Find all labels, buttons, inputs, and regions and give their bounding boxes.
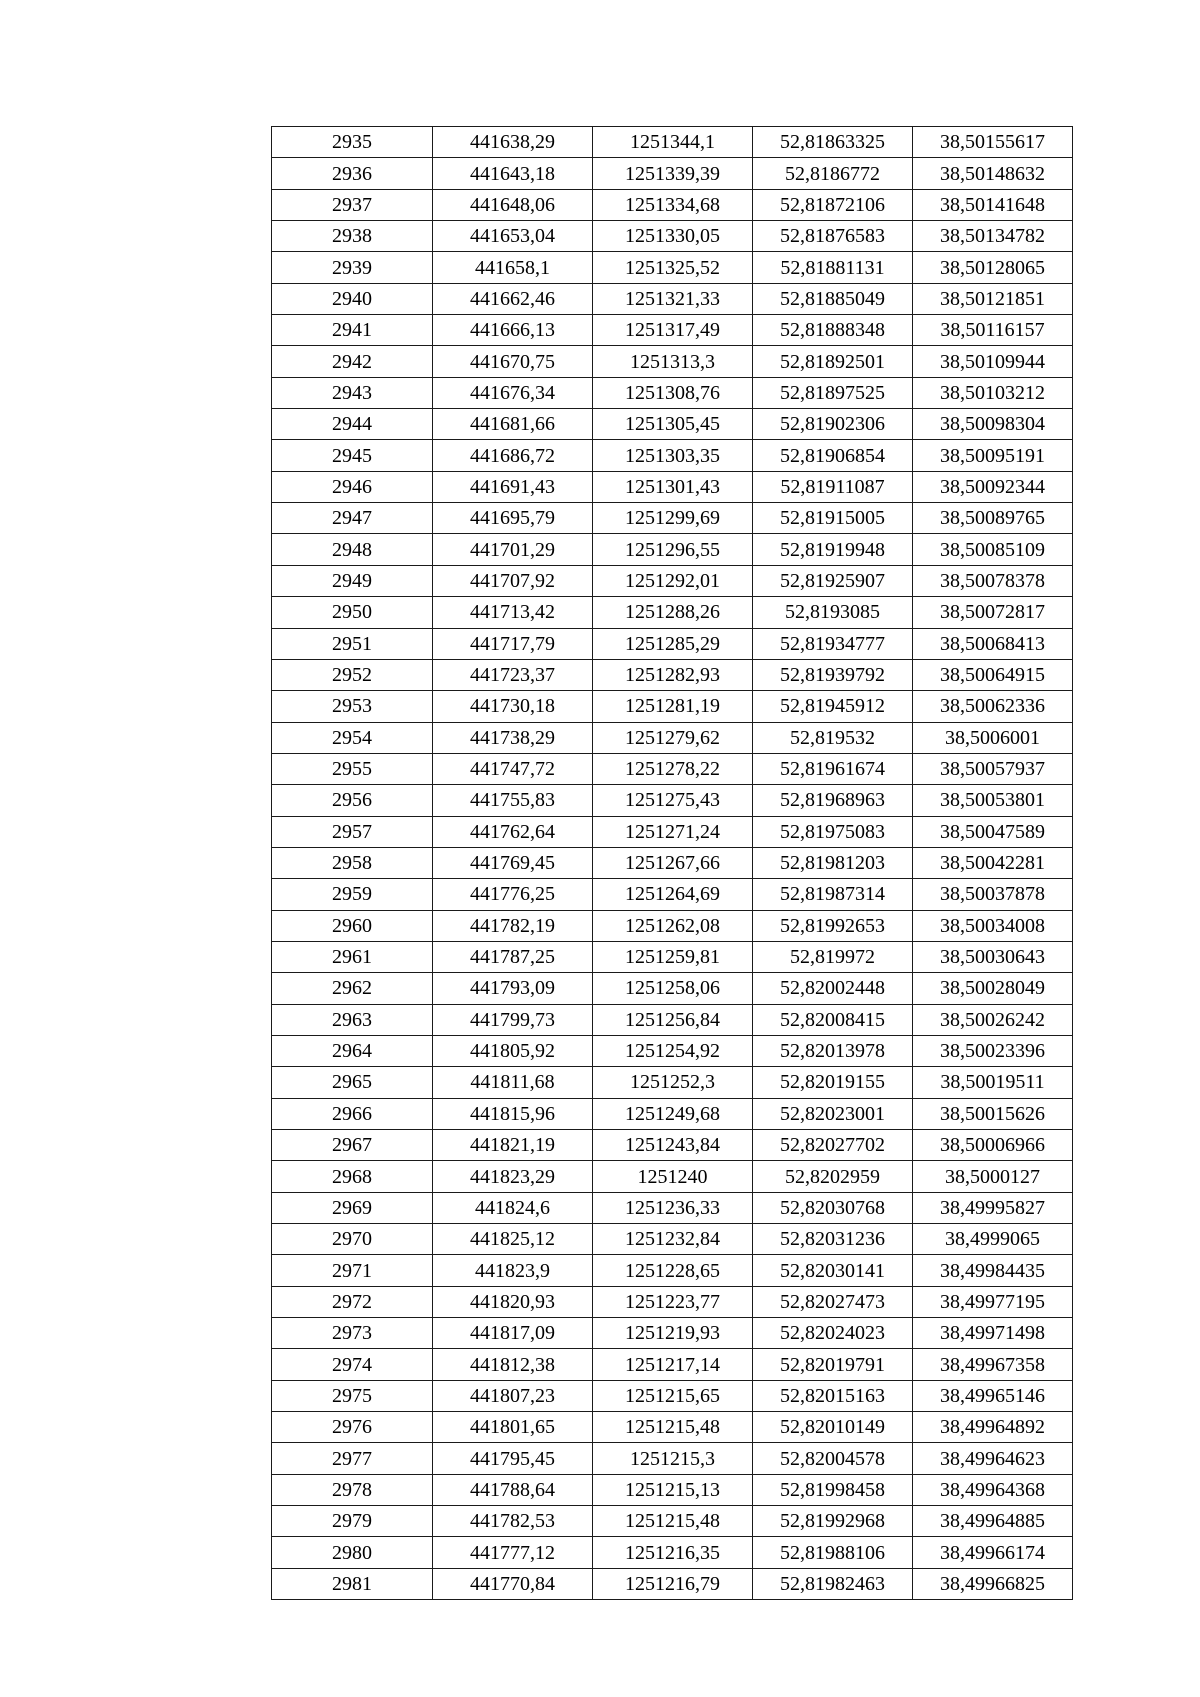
latitude-cell: 52,82031236 [753, 1224, 913, 1255]
latitude-cell: 52,819532 [753, 722, 913, 753]
latitude-cell: 52,81876583 [753, 221, 913, 252]
longitude-cell: 38,50078378 [913, 565, 1073, 596]
x-coordinate-cell: 441782,53 [433, 1506, 593, 1537]
table-row [272, 158, 1073, 189]
y-coordinate-cell: 1251262,08 [593, 910, 753, 941]
table-row [272, 1568, 1073, 1599]
latitude-cell: 52,81897525 [753, 377, 913, 408]
point-number-cell: 2962 [272, 973, 433, 1004]
y-coordinate-cell: 1251215,48 [593, 1506, 753, 1537]
y-coordinate-cell: 1251292,01 [593, 565, 753, 596]
longitude-cell: 38,50109944 [913, 346, 1073, 377]
x-coordinate-cell: 441812,38 [433, 1349, 593, 1380]
longitude-cell: 38,50042281 [913, 847, 1073, 878]
y-coordinate-cell: 1251299,69 [593, 503, 753, 534]
point-number-cell: 2979 [272, 1506, 433, 1537]
longitude-cell: 38,50062336 [913, 691, 1073, 722]
y-coordinate-cell: 1251305,45 [593, 409, 753, 440]
y-coordinate-cell: 1251264,69 [593, 879, 753, 910]
point-number-cell: 2964 [272, 1035, 433, 1066]
table-row [272, 1380, 1073, 1411]
longitude-cell: 38,49964623 [913, 1443, 1073, 1474]
longitude-cell: 38,49964885 [913, 1506, 1073, 1537]
longitude-cell: 38,50072817 [913, 597, 1073, 628]
longitude-cell: 38,50037878 [913, 879, 1073, 910]
y-coordinate-cell: 1251252,3 [593, 1067, 753, 1098]
point-number-cell: 2978 [272, 1474, 433, 1505]
longitude-cell: 38,50047589 [913, 816, 1073, 847]
latitude-cell: 52,8202959 [753, 1161, 913, 1192]
point-number-cell: 2959 [272, 879, 433, 910]
longitude-cell: 38,50095191 [913, 440, 1073, 471]
y-coordinate-cell: 1251216,35 [593, 1537, 753, 1568]
x-coordinate-cell: 441653,04 [433, 221, 593, 252]
x-coordinate-cell: 441666,13 [433, 315, 593, 346]
y-coordinate-cell: 1251296,55 [593, 534, 753, 565]
y-coordinate-cell: 1251236,33 [593, 1192, 753, 1223]
latitude-cell: 52,81945912 [753, 691, 913, 722]
table-row [272, 1318, 1073, 1349]
point-number-cell: 2955 [272, 753, 433, 784]
x-coordinate-cell: 441738,29 [433, 722, 593, 753]
x-coordinate-cell: 441643,18 [433, 158, 593, 189]
table-row [272, 1035, 1073, 1066]
y-coordinate-cell: 1251254,92 [593, 1035, 753, 1066]
latitude-cell: 52,81982463 [753, 1568, 913, 1599]
x-coordinate-cell: 441701,29 [433, 534, 593, 565]
longitude-cell: 38,49977195 [913, 1286, 1073, 1317]
point-number-cell: 2953 [272, 691, 433, 722]
x-coordinate-cell: 441681,66 [433, 409, 593, 440]
x-coordinate-cell: 441820,93 [433, 1286, 593, 1317]
x-coordinate-cell: 441821,19 [433, 1130, 593, 1161]
longitude-cell: 38,50015626 [913, 1098, 1073, 1129]
latitude-cell: 52,82030768 [753, 1192, 913, 1223]
longitude-cell: 38,50116157 [913, 315, 1073, 346]
y-coordinate-cell: 1251215,13 [593, 1474, 753, 1505]
latitude-cell: 52,81998458 [753, 1474, 913, 1505]
longitude-cell: 38,50098304 [913, 409, 1073, 440]
point-number-cell: 2935 [272, 127, 433, 158]
y-coordinate-cell: 1251258,06 [593, 973, 753, 1004]
x-coordinate-cell: 441686,72 [433, 440, 593, 471]
x-coordinate-cell: 441770,84 [433, 1568, 593, 1599]
table-row [272, 1255, 1073, 1286]
table-row [272, 1474, 1073, 1505]
table-row [272, 1161, 1073, 1192]
point-number-cell: 2975 [272, 1380, 433, 1411]
y-coordinate-cell: 1251325,52 [593, 252, 753, 283]
table-row [272, 847, 1073, 878]
point-number-cell: 2968 [272, 1161, 433, 1192]
y-coordinate-cell: 1251215,3 [593, 1443, 753, 1474]
y-coordinate-cell: 1251281,19 [593, 691, 753, 722]
latitude-cell: 52,81992653 [753, 910, 913, 941]
y-coordinate-cell: 1251334,68 [593, 189, 753, 220]
table-row [272, 910, 1073, 941]
latitude-cell: 52,82027473 [753, 1286, 913, 1317]
table-row [272, 315, 1073, 346]
table-row [272, 565, 1073, 596]
longitude-cell: 38,50028049 [913, 973, 1073, 1004]
longitude-cell: 38,49964368 [913, 1474, 1073, 1505]
y-coordinate-cell: 1251288,26 [593, 597, 753, 628]
table-row [272, 597, 1073, 628]
longitude-cell: 38,49971498 [913, 1318, 1073, 1349]
y-coordinate-cell: 1251313,3 [593, 346, 753, 377]
table-row [272, 440, 1073, 471]
point-number-cell: 2951 [272, 628, 433, 659]
table-row [272, 471, 1073, 502]
y-coordinate-cell: 1251256,84 [593, 1004, 753, 1035]
y-coordinate-cell: 1251282,93 [593, 659, 753, 690]
latitude-cell: 52,81981203 [753, 847, 913, 878]
table-row [272, 1537, 1073, 1568]
table-row [272, 534, 1073, 565]
x-coordinate-cell: 441676,34 [433, 377, 593, 408]
table-row [272, 189, 1073, 220]
point-number-cell: 2942 [272, 346, 433, 377]
y-coordinate-cell: 1251317,49 [593, 315, 753, 346]
x-coordinate-cell: 441717,79 [433, 628, 593, 659]
latitude-cell: 52,81872106 [753, 189, 913, 220]
table-row [272, 1349, 1073, 1380]
latitude-cell: 52,81885049 [753, 283, 913, 314]
latitude-cell: 52,81902306 [753, 409, 913, 440]
x-coordinate-cell: 441755,83 [433, 785, 593, 816]
latitude-cell: 52,82002448 [753, 973, 913, 1004]
point-number-cell: 2950 [272, 597, 433, 628]
table-row [272, 1130, 1073, 1161]
longitude-cell: 38,4999065 [913, 1224, 1073, 1255]
latitude-cell: 52,81906854 [753, 440, 913, 471]
point-number-cell: 2957 [272, 816, 433, 847]
point-number-cell: 2973 [272, 1318, 433, 1349]
longitude-cell: 38,49966825 [913, 1568, 1073, 1599]
latitude-cell: 52,81987314 [753, 879, 913, 910]
table-row [272, 659, 1073, 690]
latitude-cell: 52,819972 [753, 941, 913, 972]
point-number-cell: 2948 [272, 534, 433, 565]
x-coordinate-cell: 441823,9 [433, 1255, 593, 1286]
longitude-cell: 38,50006966 [913, 1130, 1073, 1161]
y-coordinate-cell: 1251321,33 [593, 283, 753, 314]
point-number-cell: 2972 [272, 1286, 433, 1317]
x-coordinate-cell: 441662,46 [433, 283, 593, 314]
point-number-cell: 2977 [272, 1443, 433, 1474]
longitude-cell: 38,50085109 [913, 534, 1073, 565]
table-row [272, 283, 1073, 314]
x-coordinate-cell: 441788,64 [433, 1474, 593, 1505]
x-coordinate-cell: 441825,12 [433, 1224, 593, 1255]
point-number-cell: 2936 [272, 158, 433, 189]
point-number-cell: 2947 [272, 503, 433, 534]
latitude-cell: 52,81911087 [753, 471, 913, 502]
point-number-cell: 2937 [272, 189, 433, 220]
point-number-cell: 2938 [272, 221, 433, 252]
y-coordinate-cell: 1251303,35 [593, 440, 753, 471]
latitude-cell: 52,81961674 [753, 753, 913, 784]
y-coordinate-cell: 1251215,65 [593, 1380, 753, 1411]
table-row [272, 785, 1073, 816]
latitude-cell: 52,82030141 [753, 1255, 913, 1286]
table-row [272, 503, 1073, 534]
x-coordinate-cell: 441769,45 [433, 847, 593, 878]
latitude-cell: 52,81892501 [753, 346, 913, 377]
table-row [272, 753, 1073, 784]
longitude-cell: 38,5006001 [913, 722, 1073, 753]
x-coordinate-cell: 441793,09 [433, 973, 593, 1004]
longitude-cell: 38,50155617 [913, 127, 1073, 158]
latitude-cell: 52,82010149 [753, 1412, 913, 1443]
latitude-cell: 52,8186772 [753, 158, 913, 189]
latitude-cell: 52,81881131 [753, 252, 913, 283]
longitude-cell: 38,50092344 [913, 471, 1073, 502]
point-number-cell: 2940 [272, 283, 433, 314]
point-number-cell: 2967 [272, 1130, 433, 1161]
point-number-cell: 2952 [272, 659, 433, 690]
longitude-cell: 38,49984435 [913, 1255, 1073, 1286]
latitude-cell: 52,82004578 [753, 1443, 913, 1474]
table-row [272, 1192, 1073, 1223]
y-coordinate-cell: 1251243,84 [593, 1130, 753, 1161]
y-coordinate-cell: 1251330,05 [593, 221, 753, 252]
x-coordinate-cell: 441707,92 [433, 565, 593, 596]
point-number-cell: 2980 [272, 1537, 433, 1568]
longitude-cell: 38,49967358 [913, 1349, 1073, 1380]
point-number-cell: 2939 [272, 252, 433, 283]
longitude-cell: 38,49966174 [913, 1537, 1073, 1568]
longitude-cell: 38,49965146 [913, 1380, 1073, 1411]
longitude-cell: 38,5000127 [913, 1161, 1073, 1192]
y-coordinate-cell: 1251215,48 [593, 1412, 753, 1443]
x-coordinate-cell: 441730,18 [433, 691, 593, 722]
x-coordinate-cell: 441782,19 [433, 910, 593, 941]
point-number-cell: 2941 [272, 315, 433, 346]
x-coordinate-cell: 441811,68 [433, 1067, 593, 1098]
x-coordinate-cell: 441658,1 [433, 252, 593, 283]
longitude-cell: 38,50103212 [913, 377, 1073, 408]
y-coordinate-cell: 1251216,79 [593, 1568, 753, 1599]
longitude-cell: 38,50057937 [913, 753, 1073, 784]
x-coordinate-cell: 441823,29 [433, 1161, 593, 1192]
x-coordinate-cell: 441691,43 [433, 471, 593, 502]
latitude-cell: 52,82013978 [753, 1035, 913, 1066]
y-coordinate-cell: 1251267,66 [593, 847, 753, 878]
longitude-cell: 38,50141648 [913, 189, 1073, 220]
point-number-cell: 2963 [272, 1004, 433, 1035]
x-coordinate-cell: 441747,72 [433, 753, 593, 784]
point-number-cell: 2958 [272, 847, 433, 878]
y-coordinate-cell: 1251259,81 [593, 941, 753, 972]
latitude-cell: 52,81934777 [753, 628, 913, 659]
table-row [272, 1412, 1073, 1443]
y-coordinate-cell: 1251344,1 [593, 127, 753, 158]
table-row [272, 691, 1073, 722]
y-coordinate-cell: 1251308,76 [593, 377, 753, 408]
longitude-cell: 38,50034008 [913, 910, 1073, 941]
table-row [272, 1067, 1073, 1098]
longitude-cell: 38,50026242 [913, 1004, 1073, 1035]
point-number-cell: 2946 [272, 471, 433, 502]
y-coordinate-cell: 1251278,22 [593, 753, 753, 784]
x-coordinate-cell: 441817,09 [433, 1318, 593, 1349]
point-number-cell: 2970 [272, 1224, 433, 1255]
x-coordinate-cell: 441801,65 [433, 1412, 593, 1443]
longitude-cell: 38,49964892 [913, 1412, 1073, 1443]
y-coordinate-cell: 1251219,93 [593, 1318, 753, 1349]
point-number-cell: 2981 [272, 1568, 433, 1599]
x-coordinate-cell: 441762,64 [433, 816, 593, 847]
table-row [272, 722, 1073, 753]
table-row [272, 252, 1073, 283]
table-row [272, 1098, 1073, 1129]
y-coordinate-cell: 1251240 [593, 1161, 753, 1192]
coordinates-table [271, 126, 1073, 1600]
longitude-cell: 38,50053801 [913, 785, 1073, 816]
table-row [272, 221, 1073, 252]
table-row [272, 1004, 1073, 1035]
y-coordinate-cell: 1251275,43 [593, 785, 753, 816]
point-number-cell: 2976 [272, 1412, 433, 1443]
table-row [272, 346, 1073, 377]
latitude-cell: 52,81919948 [753, 534, 913, 565]
latitude-cell: 52,81939792 [753, 659, 913, 690]
longitude-cell: 38,50121851 [913, 283, 1073, 314]
x-coordinate-cell: 441713,42 [433, 597, 593, 628]
latitude-cell: 52,81888348 [753, 315, 913, 346]
table-row [272, 973, 1073, 1004]
x-coordinate-cell: 441670,75 [433, 346, 593, 377]
longitude-cell: 38,50148632 [913, 158, 1073, 189]
latitude-cell: 52,82023001 [753, 1098, 913, 1129]
longitude-cell: 38,50023396 [913, 1035, 1073, 1066]
latitude-cell: 52,81975083 [753, 816, 913, 847]
latitude-cell: 52,81992968 [753, 1506, 913, 1537]
point-number-cell: 2944 [272, 409, 433, 440]
longitude-cell: 38,50064915 [913, 659, 1073, 690]
longitude-cell: 38,50089765 [913, 503, 1073, 534]
point-number-cell: 2965 [272, 1067, 433, 1098]
x-coordinate-cell: 441638,29 [433, 127, 593, 158]
x-coordinate-cell: 441824,6 [433, 1192, 593, 1223]
y-coordinate-cell: 1251228,65 [593, 1255, 753, 1286]
x-coordinate-cell: 441807,23 [433, 1380, 593, 1411]
table-row [272, 879, 1073, 910]
y-coordinate-cell: 1251223,77 [593, 1286, 753, 1317]
latitude-cell: 52,82024023 [753, 1318, 913, 1349]
table-row [272, 1443, 1073, 1474]
latitude-cell: 52,82019791 [753, 1349, 913, 1380]
latitude-cell: 52,82027702 [753, 1130, 913, 1161]
y-coordinate-cell: 1251279,62 [593, 722, 753, 753]
table-row [272, 628, 1073, 659]
x-coordinate-cell: 441723,37 [433, 659, 593, 690]
latitude-cell: 52,81863325 [753, 127, 913, 158]
latitude-cell: 52,81988106 [753, 1537, 913, 1568]
x-coordinate-cell: 441695,79 [433, 503, 593, 534]
x-coordinate-cell: 441776,25 [433, 879, 593, 910]
coordinates-table-body [272, 127, 1073, 1600]
x-coordinate-cell: 441805,92 [433, 1035, 593, 1066]
x-coordinate-cell: 441815,96 [433, 1098, 593, 1129]
latitude-cell: 52,81915005 [753, 503, 913, 534]
latitude-cell: 52,82015163 [753, 1380, 913, 1411]
table-row [272, 1286, 1073, 1317]
longitude-cell: 38,50128065 [913, 252, 1073, 283]
table-row [272, 941, 1073, 972]
point-number-cell: 2949 [272, 565, 433, 596]
y-coordinate-cell: 1251232,84 [593, 1224, 753, 1255]
x-coordinate-cell: 441787,25 [433, 941, 593, 972]
table-row [272, 1506, 1073, 1537]
x-coordinate-cell: 441777,12 [433, 1537, 593, 1568]
point-number-cell: 2966 [272, 1098, 433, 1129]
x-coordinate-cell: 441648,06 [433, 189, 593, 220]
point-number-cell: 2956 [272, 785, 433, 816]
y-coordinate-cell: 1251339,39 [593, 158, 753, 189]
point-number-cell: 2954 [272, 722, 433, 753]
latitude-cell: 52,81968963 [753, 785, 913, 816]
y-coordinate-cell: 1251271,24 [593, 816, 753, 847]
longitude-cell: 38,50019511 [913, 1067, 1073, 1098]
longitude-cell: 38,50068413 [913, 628, 1073, 659]
latitude-cell: 52,82008415 [753, 1004, 913, 1035]
point-number-cell: 2943 [272, 377, 433, 408]
latitude-cell: 52,82019155 [753, 1067, 913, 1098]
y-coordinate-cell: 1251301,43 [593, 471, 753, 502]
table-row [272, 377, 1073, 408]
table-row [272, 1224, 1073, 1255]
longitude-cell: 38,49995827 [913, 1192, 1073, 1223]
y-coordinate-cell: 1251217,14 [593, 1349, 753, 1380]
longitude-cell: 38,50134782 [913, 221, 1073, 252]
point-number-cell: 2971 [272, 1255, 433, 1286]
latitude-cell: 52,81925907 [753, 565, 913, 596]
table-row [272, 409, 1073, 440]
point-number-cell: 2974 [272, 1349, 433, 1380]
x-coordinate-cell: 441799,73 [433, 1004, 593, 1035]
y-coordinate-cell: 1251285,29 [593, 628, 753, 659]
point-number-cell: 2961 [272, 941, 433, 972]
table-row [272, 816, 1073, 847]
longitude-cell: 38,50030643 [913, 941, 1073, 972]
latitude-cell: 52,8193085 [753, 597, 913, 628]
table-row [272, 127, 1073, 158]
point-number-cell: 2960 [272, 910, 433, 941]
y-coordinate-cell: 1251249,68 [593, 1098, 753, 1129]
x-coordinate-cell: 441795,45 [433, 1443, 593, 1474]
point-number-cell: 2969 [272, 1192, 433, 1223]
point-number-cell: 2945 [272, 440, 433, 471]
